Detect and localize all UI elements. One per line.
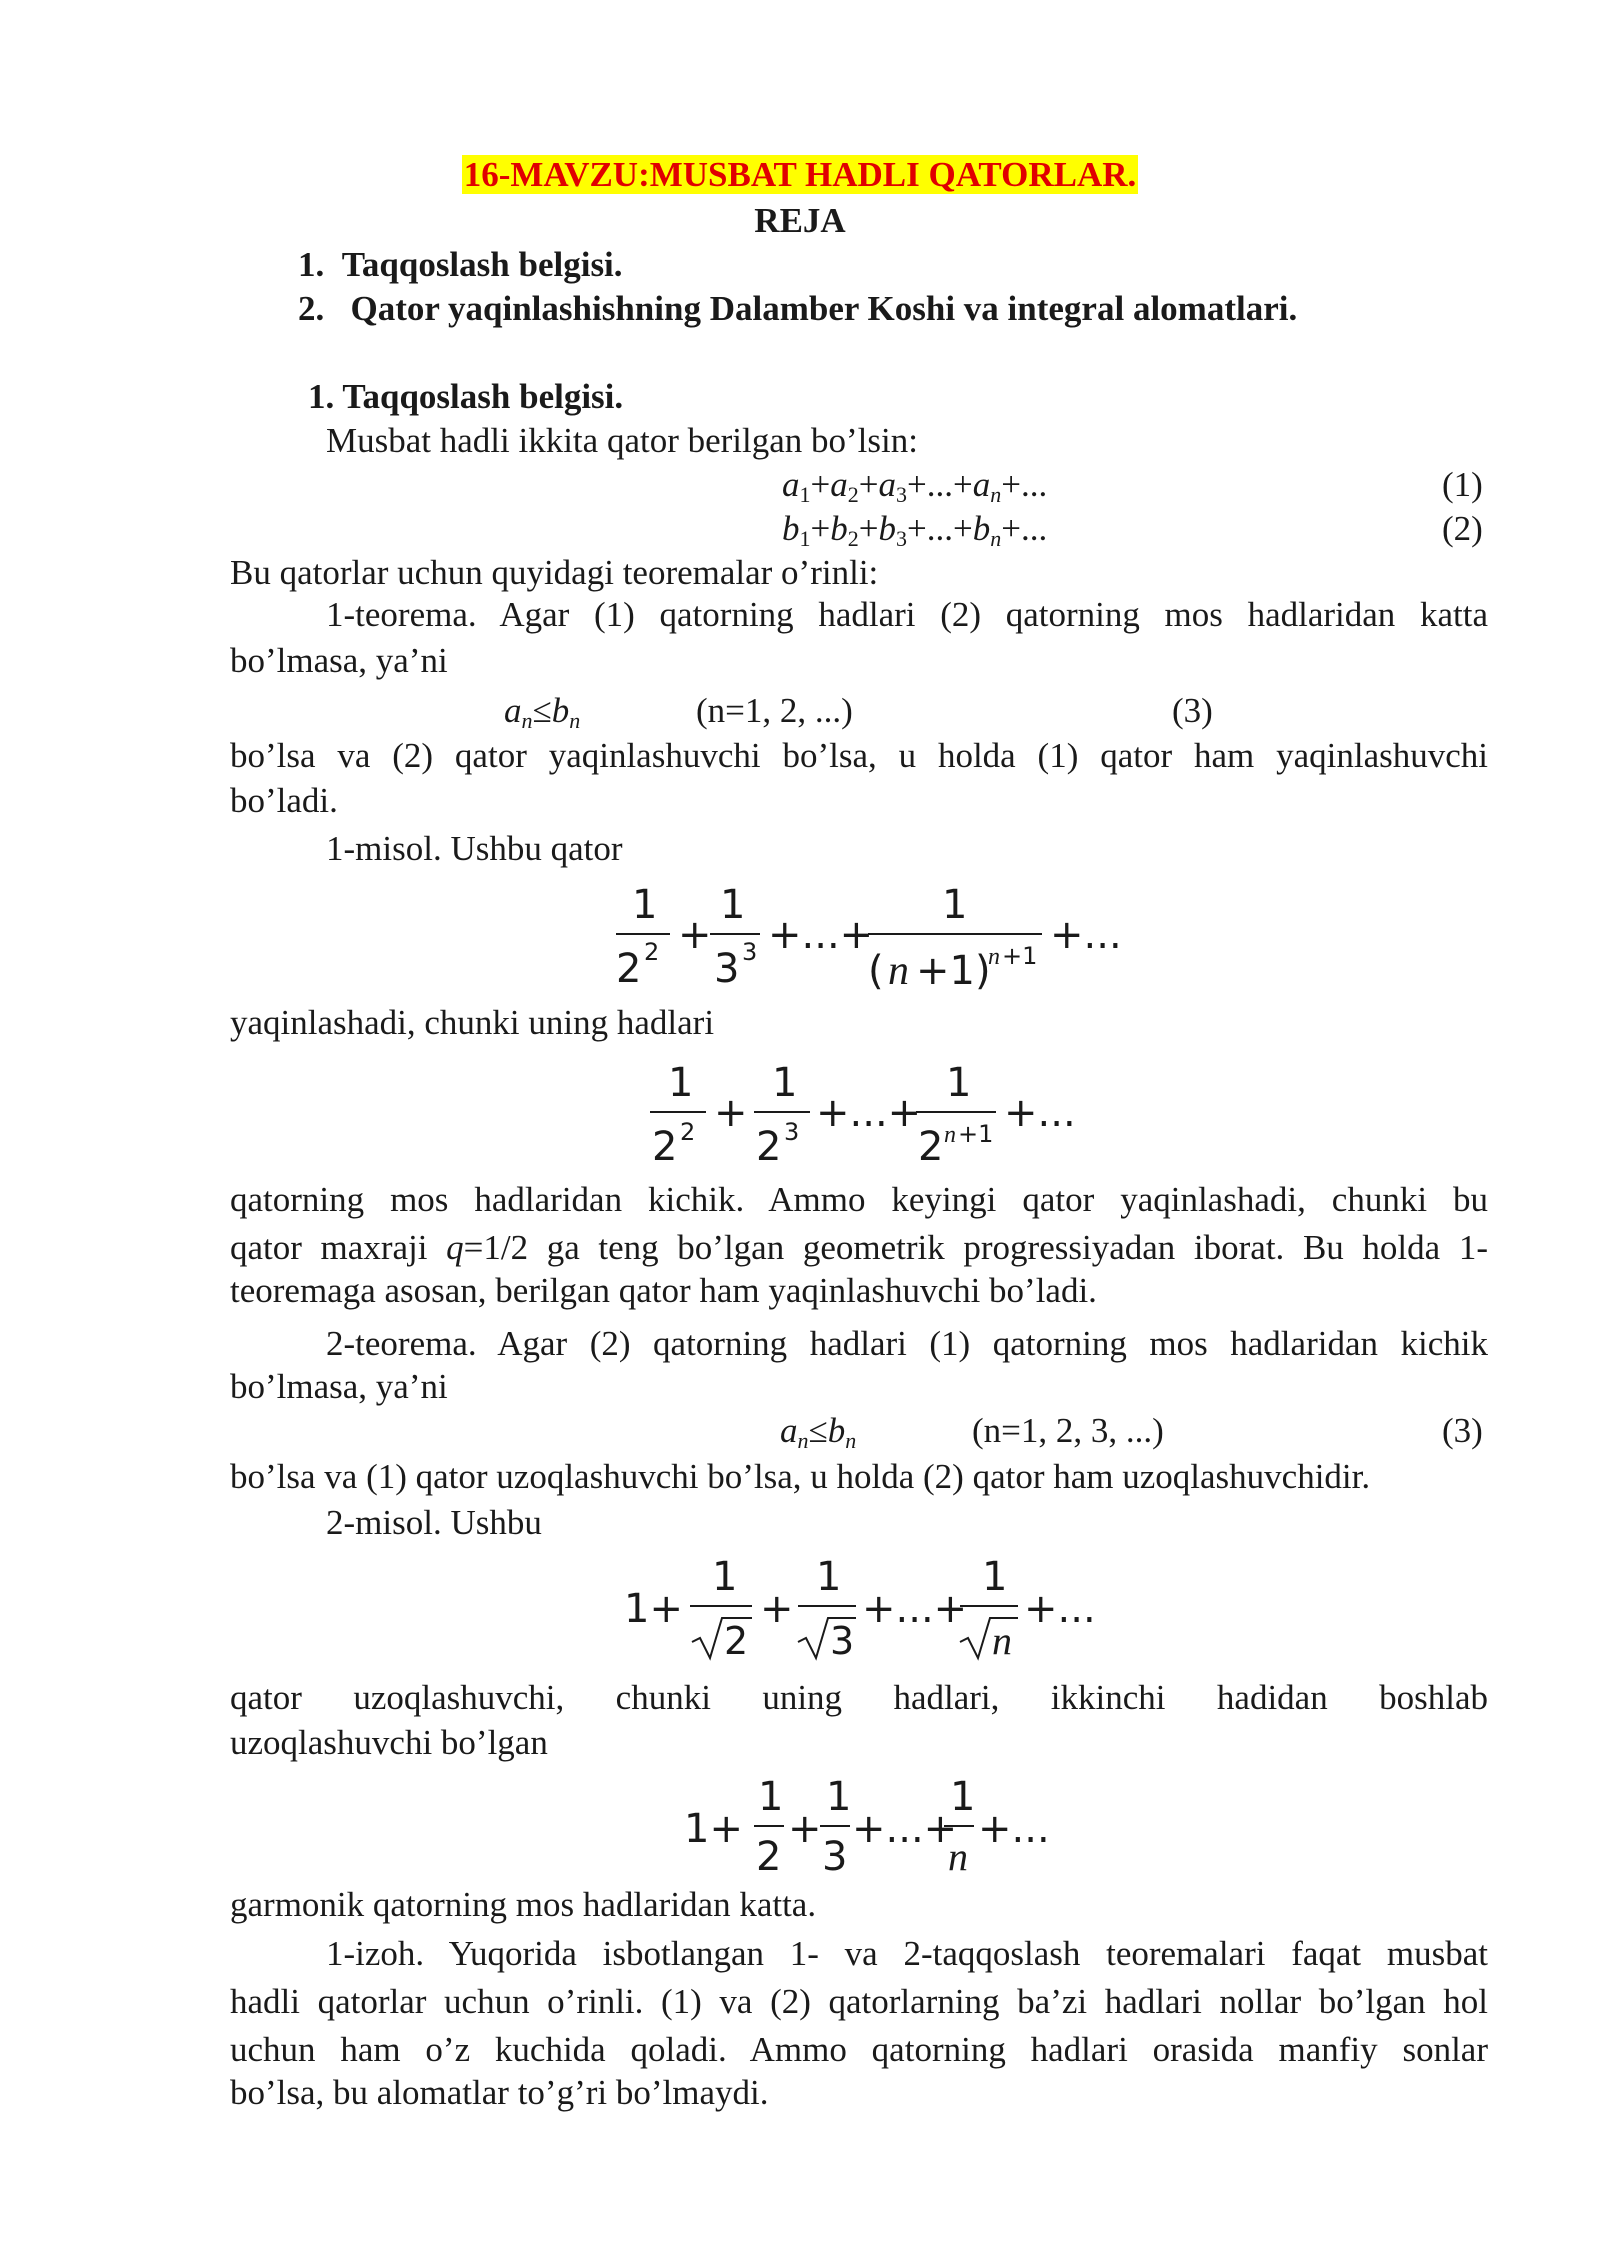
- svg-text:1: 1: [950, 1774, 976, 1820]
- svg-text:+: +: [678, 912, 712, 958]
- paragraph-line: uchun ham o’z kuchida qoladi. Ammo qatorning hadlari orasida manfiy sonlar: [230, 2030, 1488, 2069]
- paragraph-line: bo’lsa va (1) qator uzoqlashuvchi bo’lsa, u holda (2) qator ham uzoqlashuvchidir.: [230, 1457, 1371, 1496]
- svg-text:n: n: [948, 1834, 968, 1879]
- paragraph-line: bo’lsa, bu alomatlar to’g’ri bo’lmaydi.: [230, 2073, 769, 2112]
- svg-text:1: 1: [758, 1774, 784, 1820]
- paragraph-line: qator uzoqlashuvchi, chunki uning hadlari, ikkinchi hadidan boshlab: [230, 1678, 1488, 1717]
- paragraph-line: qator maxraji q=1/2 ga teng bo’lgan geometrik progressiyadan iborat. Bu holda 1-: [230, 1228, 1488, 1267]
- plan-item-1: [298, 244, 623, 286]
- paragraph-line: bo’lmasa, ya’ni: [230, 1367, 448, 1406]
- svg-text:+1): +1): [916, 948, 991, 994]
- plan-item-number: 2.: [298, 289, 325, 328]
- svg-text:n: n: [888, 948, 909, 994]
- paragraph-line: hadli qatorlar uchun o’rinli. (1) va (2) qatorlarning ba’zi hadlari nollar bo’lgan hol: [230, 1982, 1488, 2021]
- svg-text:+1: +1: [958, 1120, 994, 1148]
- paragraph-line: Bu qatorlar uchun quyidagi teoremalar o’rinli:: [230, 553, 879, 592]
- paragraph-line: bo’lmasa, ya’ni: [230, 641, 448, 680]
- series-formula-example-1: [610, 872, 1130, 1002]
- plan-item-label: Qator yaqinlashishning Dalamber Koshi va integral alomatlari.: [350, 289, 1298, 328]
- svg-text:+: +: [760, 1586, 794, 1632]
- svg-text:1: 1: [712, 1554, 738, 1600]
- harmonic-series-formula: [680, 1766, 1060, 1886]
- svg-text:1+: 1+: [684, 1806, 743, 1852]
- plan-item-2: [298, 288, 1297, 330]
- plan-item-label: Taqqoslash belgisi.: [341, 245, 623, 284]
- paragraph-line: garmonik qatorning mos hadlaridan katta.: [230, 1885, 817, 1924]
- svg-text:+1: +1: [1002, 942, 1038, 970]
- svg-text:2: 2: [616, 946, 642, 992]
- paragraph-line: bo’lsa va (2) qator yaqinlashuvchi bo’lsa, u holda (1) qator ham yaqinlashuvchi: [230, 736, 1488, 775]
- equation-number: (1): [1442, 465, 1483, 504]
- series-formula-root: [620, 1546, 1100, 1676]
- svg-text:+...+: +...+: [862, 1586, 968, 1632]
- svg-text:2: 2: [918, 1124, 944, 1170]
- paragraph-line: 1-misol. Ushbu qator: [326, 829, 623, 868]
- svg-text:2: 2: [644, 938, 660, 966]
- inequality-formula: $a_n\le b_n$: [780, 1411, 857, 1453]
- svg-text:+...: +...: [1024, 1586, 1096, 1632]
- svg-text:+: +: [714, 1090, 748, 1136]
- section-heading: 1. Taqqoslash belgisi.: [308, 377, 624, 416]
- svg-text:+: +: [788, 1806, 822, 1852]
- svg-text:2: 2: [756, 1124, 782, 1170]
- svg-text:1: 1: [826, 1774, 852, 1820]
- svg-text:2: 2: [652, 1124, 678, 1170]
- svg-text:1: 1: [946, 1060, 972, 1106]
- svg-text:1+: 1+: [624, 1586, 683, 1632]
- svg-text:1: 1: [942, 882, 968, 928]
- svg-text:n: n: [992, 1618, 1012, 1663]
- equation-number: (3): [1172, 691, 1213, 730]
- page-title: [0, 154, 1600, 196]
- paragraph-line: qatorning mos hadlaridan kichik. Ammo keyingi qator yaqinlashadi, chunki bu: [230, 1180, 1488, 1219]
- svg-text:3: 3: [822, 1834, 848, 1880]
- svg-text:3: 3: [714, 946, 740, 992]
- svg-text:2: 2: [756, 1834, 782, 1880]
- inequality-range: (n=1, 2, ...): [696, 691, 853, 730]
- intro-text: Musbat hadli ikkita qator berilgan bo’lsin:: [326, 421, 918, 460]
- svg-text:1: 1: [668, 1060, 694, 1106]
- page-title-text: 16-MAVZU:MUSBAT HADLI QATORLAR.: [463, 155, 1137, 194]
- svg-text:3: 3: [784, 1118, 800, 1146]
- plan-heading: REJA: [754, 201, 846, 240]
- svg-text:+...+: +...+: [816, 1090, 922, 1136]
- paragraph-line: teoremaga asosan, berilgan qator ham yaqinlashuvchi bo’ladi.: [230, 1271, 1097, 1310]
- inequality-formula: $a_n\le b_n$: [504, 691, 581, 733]
- paragraph-line: uzoqlashuvchi bo’lgan: [230, 1723, 548, 1762]
- paragraph-line: yaqinlashadi, chunki uning hadlari: [230, 1003, 715, 1042]
- series-2-formula: $b_1+b_2+b_3+...+b_n+$...: [782, 509, 1048, 551]
- paragraph-line: 2-misol. Ushbu: [326, 1503, 542, 1542]
- svg-text:3: 3: [830, 1619, 855, 1663]
- paragraph-line: 1-izoh. Yuqorida isbotlangan 1- va 2-taqqoslash teoremalari faqat musbat: [326, 1934, 1488, 1973]
- paragraph-line: bo’ladi.: [230, 781, 338, 820]
- inequality-range: (n=1, 2, 3, ...): [972, 1411, 1164, 1450]
- svg-text:n: n: [988, 944, 1000, 970]
- svg-text:3: 3: [742, 938, 758, 966]
- svg-text:+...+: +...+: [768, 912, 874, 958]
- svg-text:1: 1: [982, 1554, 1008, 1600]
- plan-item-number: 1.: [298, 245, 325, 284]
- equation-number: (3): [1442, 1411, 1483, 1450]
- svg-text:+...+: +...+: [852, 1806, 958, 1852]
- svg-text:1: 1: [816, 1554, 842, 1600]
- series-formula-geometric: [644, 1050, 1104, 1180]
- svg-text:+...: +...: [1004, 1090, 1076, 1136]
- svg-text:1: 1: [632, 882, 658, 928]
- svg-text:(: (: [868, 948, 884, 994]
- paragraph-line: 2-teorema. Agar (2) qatorning hadlari (1) qatorning mos hadlaridan kichik: [326, 1324, 1488, 1363]
- svg-text:n: n: [944, 1122, 956, 1148]
- equation-number: (2): [1442, 509, 1483, 548]
- svg-text:1: 1: [772, 1060, 798, 1106]
- svg-text:2: 2: [724, 1619, 749, 1663]
- series-1-formula: $a_1+a_2+a_3+...+a_n+$...: [782, 465, 1048, 507]
- svg-text:2: 2: [680, 1118, 696, 1146]
- svg-text:1: 1: [720, 882, 746, 928]
- paragraph-line: 1-teorema. Agar (1) qatorning hadlari (2) qatorning mos hadlaridan katta: [326, 595, 1488, 634]
- svg-text:+...: +...: [978, 1806, 1050, 1852]
- svg-text:+...: +...: [1050, 912, 1122, 958]
